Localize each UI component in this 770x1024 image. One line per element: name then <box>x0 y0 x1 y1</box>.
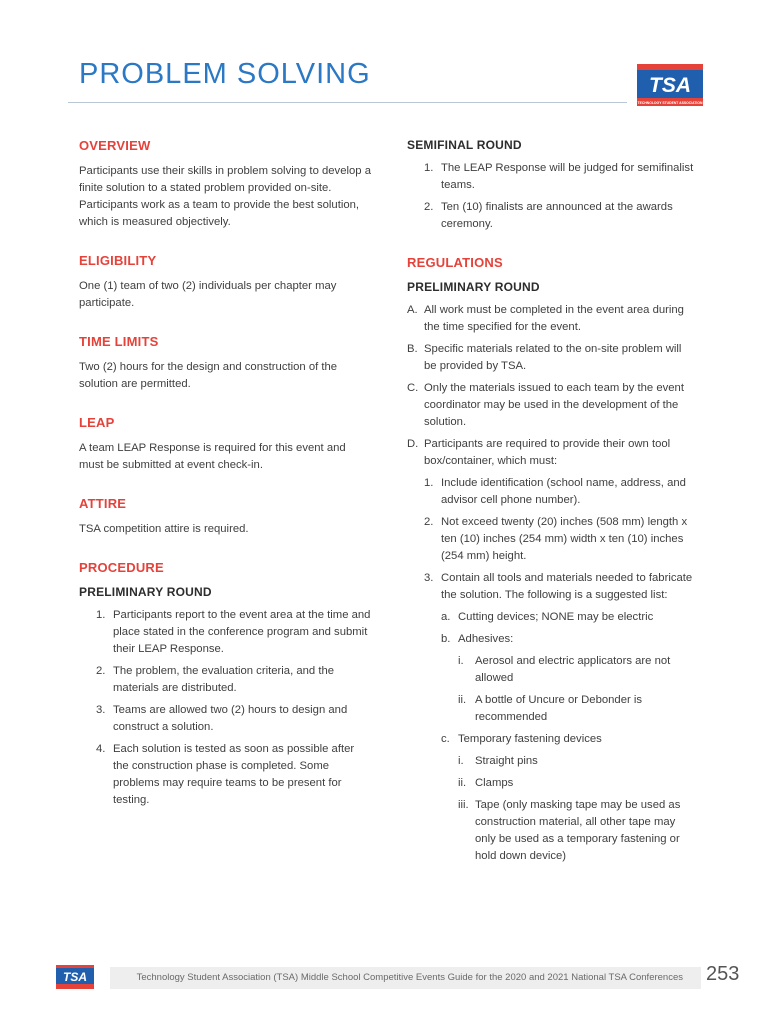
list-item: A. All work must be completed in the event area during the time specified for the event. <box>407 304 684 333</box>
procedure-section <box>79 560 371 809</box>
semifinal-subheading: SEMIFINAL ROUND <box>407 138 522 152</box>
list-item: b. Adhesives: <box>441 633 514 645</box>
list-item: i. Aerosol and electric applicators are not allowed <box>458 655 671 684</box>
list-item: 2. Ten (10) finalists are announced at the awards ceremony. <box>424 201 673 230</box>
attire-section <box>79 496 371 538</box>
footer-text: Technology Student Association (TSA) Middle School Competitive Events Guide for the 2020 and 2021 National TSA Conferences <box>136 972 683 983</box>
list-item: 1. The LEAP Response will be judged for semifinalist teams. <box>424 162 694 191</box>
overview-text: Participants use their skills in problem solving to develop a finite solution to a stated problem provided on-site. Participants work as a team to provide the best solution, which is measured objectively. <box>79 165 371 228</box>
list-item: 1. Participants report to the event area at the time and place stated in the conference program and submit their LEAP Response. <box>96 609 371 655</box>
left-column <box>79 138 371 831</box>
regulations-subheading: PRELIMINARY ROUND <box>407 280 540 294</box>
footer-tsa-logo <box>56 965 94 989</box>
eligibility-section <box>79 253 371 312</box>
list-item: c. Temporary fastening devices <box>441 733 602 745</box>
overview-section <box>79 138 371 231</box>
procedure-subheading: PRELIMINARY ROUND <box>79 585 212 599</box>
list-item: B. Specific materials related to the on-site problem will be provided by TSA. <box>407 343 682 372</box>
list-item: 2. Not exceed twenty (20) inches (508 mm) length x ten (10) inches (254 mm) width x ten (10) inches (254 mm) height. <box>424 516 688 562</box>
semifinal-section <box>407 138 697 233</box>
procedure-list <box>79 607 371 809</box>
list-item: ii. A bottle of Uncure or Debonder is recommended <box>458 694 643 723</box>
list-item: iii. Tape (only masking tape may be used as construction material, all other tape may only be used as a temporary fastening or hold down device) <box>458 799 681 862</box>
adhesives-list <box>407 653 697 726</box>
right-column <box>407 138 697 887</box>
page-number: 253 <box>706 963 740 985</box>
fastening-devices-list <box>407 753 697 865</box>
overview-heading: OVERVIEW <box>79 138 151 153</box>
list-item: a. Cutting devices; NONE may be electric <box>441 611 654 623</box>
leap-heading: LEAP <box>79 415 115 430</box>
toolbox-requirements-list <box>407 475 697 604</box>
list-item: D. Participants are required to provide their own tool box/container, which must: <box>407 438 671 467</box>
time-limits-heading: TIME LIMITS <box>79 334 159 349</box>
regulations-list <box>407 302 697 470</box>
attire-text: TSA competition attire is required. <box>79 523 249 535</box>
list-item: 2. The problem, the evaluation criteria, and the materials are distributed. <box>96 665 335 694</box>
tsa-logo <box>637 64 703 106</box>
regulations-section <box>407 255 697 865</box>
svg-text:TSA: TSA <box>63 970 87 984</box>
page-title: PROBLEM SOLVING <box>79 58 371 90</box>
regulations-heading: REGULATIONS <box>407 255 503 270</box>
svg-text:TECHNOLOGY STUDENT ASSOCIATION: TECHNOLOGY STUDENT ASSOCIATION <box>637 101 703 105</box>
title-divider <box>68 102 627 103</box>
leap-section <box>79 415 371 474</box>
list-item: 3. Contain all tools and materials needed to fabricate the solution. The following is a suggested list: <box>424 572 693 601</box>
semifinal-list <box>407 160 697 233</box>
time-limits-text: Two (2) hours for the design and construction of the solution are permitted. <box>79 361 338 390</box>
footer-bar <box>110 967 701 989</box>
list-item: i. Straight pins <box>458 755 538 767</box>
leap-text: A team LEAP Response is required for this event and must be submitted at event check-in. <box>79 442 346 471</box>
list-item: 4. Each solution is tested as soon as possible after the construction phase is completed. Some problems may require teams to be present for testing. <box>96 743 355 806</box>
suggested-list-continued <box>407 731 697 748</box>
eligibility-text: One (1) team of two (2) individuals per chapter may participate. <box>79 280 337 309</box>
procedure-heading: PROCEDURE <box>79 560 164 575</box>
list-item: 3. Teams are allowed two (2) hours to design and construct a solution. <box>96 704 348 733</box>
list-item: ii. Clamps <box>458 777 514 789</box>
attire-heading: ATTIRE <box>79 496 127 511</box>
list-item: C. Only the materials issued to each team by the event coordinator may be used in the development of the solution. <box>407 382 684 428</box>
svg-text:TSA: TSA <box>649 74 691 97</box>
list-item: 1. Include identification (school name, address, and advisor cell phone number). <box>424 477 686 506</box>
suggested-list <box>407 609 697 648</box>
time-limits-section <box>79 334 371 393</box>
eligibility-heading: ELIGIBILITY <box>79 253 157 268</box>
